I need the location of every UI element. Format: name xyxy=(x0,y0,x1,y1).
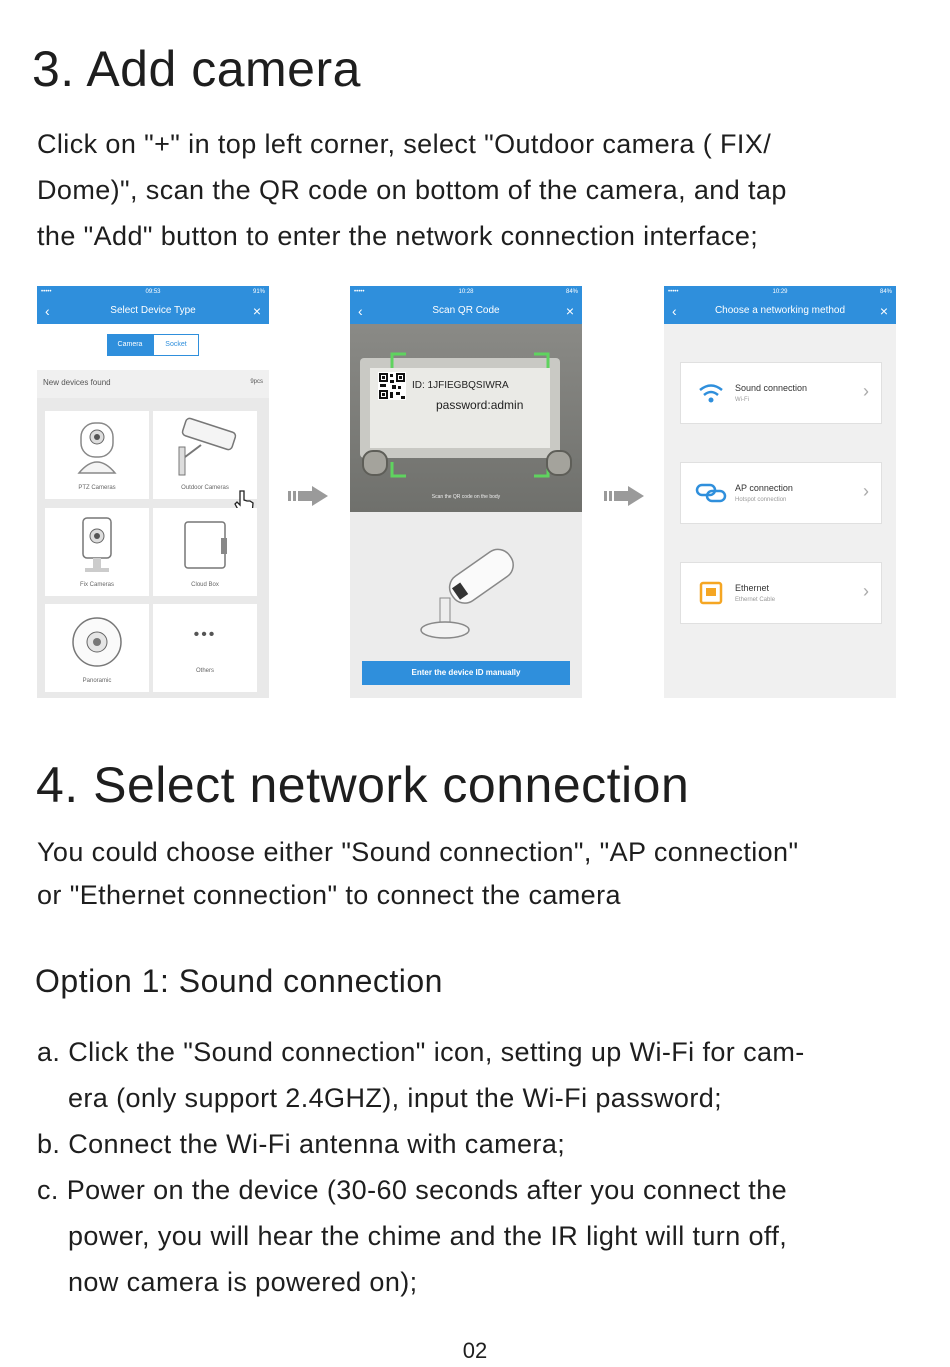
screen-choose-network-method xyxy=(664,286,896,698)
back-icon[interactable]: ‹ xyxy=(358,303,363,319)
device-tabs xyxy=(107,334,199,356)
more-dots-icon: ••• xyxy=(193,626,217,643)
fix-camera-icon xyxy=(45,508,149,578)
back-icon[interactable]: ‹ xyxy=(45,303,50,319)
step-line: power, you will hear the chime and the IR light will turn off, xyxy=(68,1221,788,1251)
option-ethernet[interactable]: Ethernet Ethernet Cable › xyxy=(680,562,882,624)
section-title-select-network: 4. Select network connection xyxy=(36,757,690,813)
screen-title: Choose a networking method xyxy=(714,305,846,316)
cloud-box-icon xyxy=(153,508,257,578)
chevron-right-icon: › xyxy=(863,481,869,501)
ethernet-icon xyxy=(697,579,725,607)
intro-line: You could choose either "Sound connection", "AP connection" xyxy=(37,837,799,867)
device-outdoor-cameras[interactable]: Outdoor Cameras xyxy=(153,411,257,499)
qr-device-password: password:admin xyxy=(436,398,524,412)
status-bar: ••••• 10:29 84% xyxy=(664,286,896,298)
screen-select-device-type xyxy=(37,286,269,698)
nav-bar xyxy=(664,298,896,324)
back-icon[interactable]: ‹ xyxy=(672,303,677,319)
instruction-line: the "Add" button to enter the network connection interface; xyxy=(37,221,759,251)
intro-line: or "Ethernet connection" to connect the camera xyxy=(37,880,621,910)
ap-link-icon xyxy=(695,479,727,507)
step-line: a. Click the "Sound connection" icon, setting up Wi-Fi for cam- xyxy=(37,1037,805,1067)
option-sound-connection[interactable]: Sound connection Wi-Fi › xyxy=(680,362,882,424)
found-label: New devices found xyxy=(43,378,111,387)
option-1-heading: Option 1: Sound connection xyxy=(35,963,443,999)
network-intro xyxy=(37,831,927,917)
status-bar: ••••• 10:28 84% xyxy=(350,286,582,298)
wifi-icon xyxy=(697,379,725,407)
chevron-right-icon: › xyxy=(863,381,869,401)
device-ptz-cameras[interactable]: PTZ Cameras xyxy=(45,411,149,499)
screen-scan-qr-code xyxy=(350,286,582,698)
step-line: era (only support 2.4GHZ), input the Wi-Fi password; xyxy=(68,1083,723,1113)
tab-socket[interactable]: Socket xyxy=(153,334,199,356)
screen-title: Select Device Type xyxy=(110,305,196,316)
device-cloud-box[interactable]: Cloud Box xyxy=(153,508,257,596)
section-title-add-camera: 3. Add camera xyxy=(32,41,361,97)
step-line: b. Connect the Wi-Fi antenna with camera; xyxy=(37,1129,566,1159)
arrow-right-icon xyxy=(288,486,330,506)
screen-title: Scan QR Code xyxy=(432,305,500,316)
close-icon[interactable]: × xyxy=(565,303,574,319)
step-line: c. Power on the device (30-60 seconds after you connect the xyxy=(37,1175,788,1205)
sound-connection-steps xyxy=(37,1029,937,1305)
camera-viewfinder xyxy=(350,324,582,512)
close-icon[interactable]: × xyxy=(879,303,888,319)
nav-bar xyxy=(350,298,582,324)
arrow-right-icon xyxy=(604,486,646,506)
enter-device-id-button[interactable]: Enter the device ID manually xyxy=(362,661,570,685)
page-number: 02 xyxy=(462,1338,488,1363)
device-fix-cameras[interactable]: Fix Cameras xyxy=(45,508,149,596)
instruction-line: Click on "+" in top left corner, select "Outdoor camera ( FIX/ xyxy=(37,129,772,159)
panoramic-camera-icon xyxy=(45,604,149,674)
tab-camera[interactable]: Camera xyxy=(107,334,153,356)
ptz-camera-icon xyxy=(45,411,149,481)
status-bar: ••••• 09:53 91% xyxy=(37,286,269,298)
option-ap-connection[interactable]: AP connection Hotspot connection › xyxy=(680,462,882,524)
instruction-line: Dome)", scan the QR code on bottom of the camera, and tap xyxy=(37,175,787,205)
step-line: now camera is powered on); xyxy=(68,1267,418,1297)
chevron-right-icon: › xyxy=(863,581,869,601)
add-camera-instructions xyxy=(37,121,927,259)
device-panoramic[interactable]: Panoramic xyxy=(45,604,149,692)
qr-device-id: ID: 1JFIEGBQSIWRA xyxy=(412,380,509,391)
found-count: 9pcs xyxy=(250,379,263,385)
outdoor-camera-icon xyxy=(153,411,257,481)
nav-bar xyxy=(37,298,269,324)
scan-hint: Scan the QR code on the body xyxy=(431,494,501,500)
scan-frame xyxy=(390,352,550,478)
close-icon[interactable]: × xyxy=(252,303,261,319)
bullet-camera-illustration xyxy=(410,536,530,646)
device-others[interactable]: ••• Others xyxy=(153,604,257,692)
